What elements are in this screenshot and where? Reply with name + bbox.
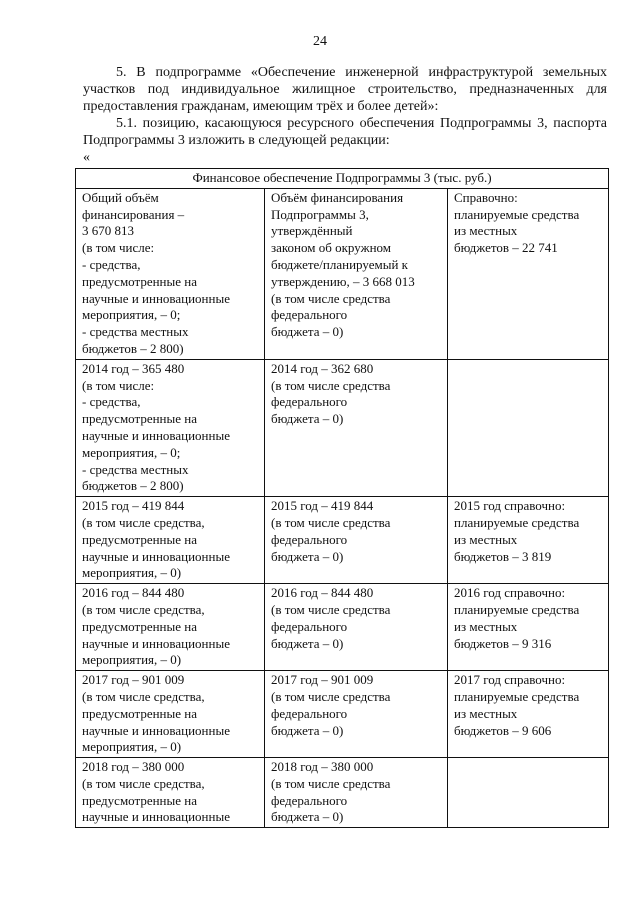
approved-financing-cell: Объём финансирования Подпрограммы 3, утверждённый законом об окружном бюджете/планируемый к утверждению, – 3 668 013 (в том числе средства федерального бюджета – 0): [265, 188, 448, 359]
paragraph-5: 5. В подпрограмме «Обеспечение инженерной инфраструктурой земельных участков под индивидуальное жилищное строительство, предназначенных для предоставления гражданам, имеющим трёх и более детей»:: [83, 65, 607, 114]
table-row-2017: [76, 671, 609, 758]
year-2016-reference-cell: 2016 год справочно: планируемые средства из местных бюджетов – 9 316: [448, 584, 609, 671]
table-row-2015: [76, 497, 609, 584]
financing-table: [75, 168, 609, 828]
table-row-total: [76, 188, 609, 359]
year-2014-approved-cell: 2014 год – 362 680 (в том числе средства федерального бюджета – 0): [265, 359, 448, 496]
year-2016-total-cell: 2016 год – 844 480 (в том числе средства, предусмотренные на научные и инновационные мероприятия, – 0): [76, 584, 265, 671]
year-2017-approved-cell: 2017 год – 901 009 (в том числе средства федерального бюджета – 0): [265, 671, 448, 758]
year-2014-reference-cell: [448, 359, 609, 496]
table-row-2016: [76, 584, 609, 671]
table-header: Финансовое обеспечение Подпрограммы 3 (тыс. руб.): [76, 169, 609, 189]
year-2018-approved-cell: 2018 год – 380 000 (в том числе средства федерального бюджета – 0): [265, 758, 448, 828]
year-2015-approved-cell: 2015 год – 419 844 (в том числе средства федерального бюджета – 0): [265, 497, 448, 584]
year-2017-total-cell: 2017 год – 901 009 (в том числе средства, предусмотренные на научные и инновационные мероприятия, – 0): [76, 671, 265, 758]
table-header-row: [76, 169, 609, 189]
paragraph-5-1: 5.1. позицию, касающуюся ресурсного обеспечения Подпрограммы 3, паспорта Подпрограммы 3 изложить в следующей редакции:: [83, 116, 607, 148]
year-2015-reference-cell: 2015 год справочно: планируемые средства из местных бюджетов – 3 819: [448, 497, 609, 584]
opening-quote-mark: «: [83, 150, 90, 165]
year-2017-reference-cell: 2017 год справочно: планируемые средства из местных бюджетов – 9 606: [448, 671, 609, 758]
year-2015-total-cell: 2015 год – 419 844 (в том числе средства, предусмотренные на научные и инновационные мероприятия, – 0): [76, 497, 265, 584]
year-2014-total-cell: 2014 год – 365 480 (в том числе: - средства, предусмотренные на научные и инновационные мероприятия, – 0; - средства местных бюджетов – 2 800): [76, 359, 265, 496]
reference-cell: Справочно: планируемые средства из местных бюджетов – 22 741: [448, 188, 609, 359]
year-2018-total-cell: 2018 год – 380 000 (в том числе средства, предусмотренные на научные и инновационные: [76, 758, 265, 828]
total-financing-cell: Общий объём финансирования – 3 670 813 (в том числе: - средства, предусмотренные на научные и инновационные мероприятия, – 0; - средства местных бюджетов – 2 800): [76, 188, 265, 359]
page-number: 24: [313, 34, 327, 49]
year-2016-approved-cell: 2016 год – 844 480 (в том числе средства федерального бюджета – 0): [265, 584, 448, 671]
year-2018-reference-cell: [448, 758, 609, 828]
table-row-2014: [76, 359, 609, 496]
table-row-2018: [76, 758, 609, 828]
